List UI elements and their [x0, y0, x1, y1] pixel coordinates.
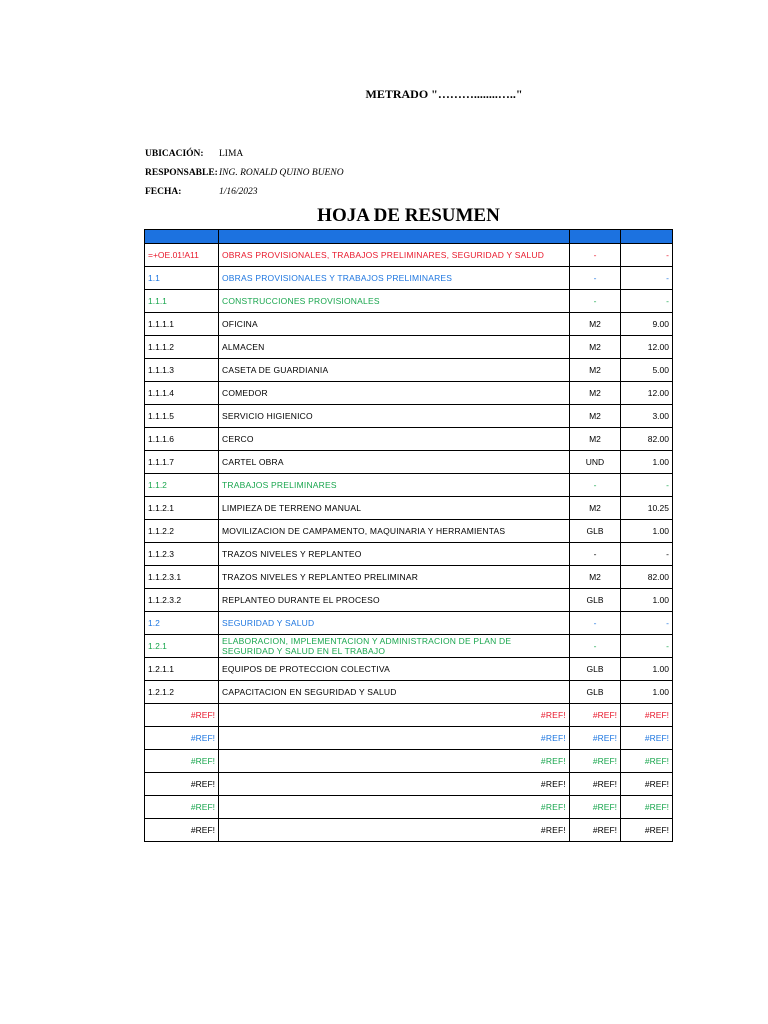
item-quantity-cell: 1.00 [621, 451, 673, 474]
ref-error-row [145, 704, 673, 727]
item-code-cell: #REF! [145, 750, 219, 773]
ref-error-row [145, 819, 673, 842]
item-description-cell: ALMACEN [219, 336, 570, 359]
table-row [145, 382, 673, 405]
table-row [145, 451, 673, 474]
fecha-label: FECHA: [145, 187, 182, 197]
item-unit-cell: M2 [570, 382, 621, 405]
item-quantity-cell: #REF! [621, 727, 673, 750]
item-description-cell: CARTEL OBRA [219, 451, 570, 474]
item-unit-cell: GLB [570, 681, 621, 704]
summary-table [144, 229, 673, 842]
item-unit-cell: #REF! [570, 773, 621, 796]
item-quantity-cell: - [621, 244, 673, 267]
item-description-cell: #REF! [219, 750, 570, 773]
item-code-cell: #REF! [145, 727, 219, 750]
ref-error-row [145, 773, 673, 796]
summary-table-body [145, 230, 673, 842]
item-unit-cell: M2 [570, 497, 621, 520]
item-code-cell: 1.1.2.1 [145, 497, 219, 520]
item-description-cell: CASETA DE GUARDIANIA [219, 359, 570, 382]
item-description-cell: #REF! [219, 704, 570, 727]
item-code-cell: 1.1.2 [145, 474, 219, 497]
item-quantity-cell: - [621, 267, 673, 290]
table-header-bar [145, 230, 673, 244]
item-unit-cell: #REF! [570, 819, 621, 842]
item-description-cell: #REF! [219, 819, 570, 842]
item-quantity-cell: 1.00 [621, 681, 673, 704]
item-unit-cell: M2 [570, 566, 621, 589]
item-unit-cell: #REF! [570, 704, 621, 727]
table-row [145, 290, 673, 313]
item-description-cell: OBRAS PROVISIONALES, TRABAJOS PRELIMINARES, SEGURIDAD Y SALUD [219, 244, 570, 267]
header-cell [621, 230, 673, 244]
page-title: HOJA DE RESUMEN [317, 205, 500, 226]
item-code-cell: 1.1.1.2 [145, 336, 219, 359]
item-description-cell: SERVICIO HIGIENICO [219, 405, 570, 428]
item-quantity-cell: 1.00 [621, 658, 673, 681]
item-description-cell: #REF! [219, 773, 570, 796]
item-code-cell: =+OE.01!A11 [145, 244, 219, 267]
ubicacion-value: LIMA [219, 149, 244, 159]
table-row [145, 520, 673, 543]
item-quantity-cell: #REF! [621, 773, 673, 796]
item-code-cell: 1.2.1.2 [145, 681, 219, 704]
item-unit-cell: GLB [570, 589, 621, 612]
item-code-cell: 1.1.1 [145, 290, 219, 313]
item-unit-cell: #REF! [570, 727, 621, 750]
header-cell [219, 230, 570, 244]
item-code-cell: #REF! [145, 773, 219, 796]
metrado-heading: METRADO "………........….." [365, 87, 523, 101]
item-quantity-cell: 3.00 [621, 405, 673, 428]
item-description-cell: TRABAJOS PRELIMINARES [219, 474, 570, 497]
ubicacion-label: UBICACIÓN: [145, 149, 204, 159]
item-code-cell: 1.1.2.3.2 [145, 589, 219, 612]
table-row [145, 474, 673, 497]
item-quantity-cell: - [621, 612, 673, 635]
table-row [145, 497, 673, 520]
item-unit-cell: UND [570, 451, 621, 474]
table-row [145, 612, 673, 635]
item-unit-cell: - [570, 635, 621, 658]
responsable-label: RESPONSABLE: [145, 168, 218, 178]
item-code-cell: 1.1.2.3 [145, 543, 219, 566]
ref-error-row [145, 796, 673, 819]
header-cell [145, 230, 219, 244]
item-unit-cell: M2 [570, 405, 621, 428]
responsable-value: ING. RONALD QUINO BUENO [219, 168, 344, 178]
item-description-cell: TRAZOS NIVELES Y REPLANTEO PRELIMINAR [219, 566, 570, 589]
item-description-cell: REPLANTEO DURANTE EL PROCESO [219, 589, 570, 612]
table-row [145, 428, 673, 451]
item-quantity-cell: 1.00 [621, 520, 673, 543]
item-quantity-cell: #REF! [621, 704, 673, 727]
header-cell [570, 230, 621, 244]
item-description-cell: TRAZOS NIVELES Y REPLANTEO [219, 543, 570, 566]
item-code-cell: #REF! [145, 819, 219, 842]
item-code-cell: 1.2.1 [145, 635, 219, 658]
ref-error-row [145, 750, 673, 773]
item-unit-cell: M2 [570, 359, 621, 382]
fecha-value: 1/16/2023 [219, 187, 258, 197]
item-quantity-cell: 1.00 [621, 589, 673, 612]
item-quantity-cell: - [621, 635, 673, 658]
item-quantity-cell: - [621, 543, 673, 566]
item-quantity-cell: 12.00 [621, 382, 673, 405]
item-description-cell: EQUIPOS DE PROTECCION COLECTIVA [219, 658, 570, 681]
item-unit-cell: M2 [570, 428, 621, 451]
item-code-cell: 1.1.1.5 [145, 405, 219, 428]
item-code-cell: 1.2.1.1 [145, 658, 219, 681]
item-unit-cell: #REF! [570, 796, 621, 819]
item-code-cell: 1.1.1.7 [145, 451, 219, 474]
table-row [145, 566, 673, 589]
item-unit-cell: GLB [570, 520, 621, 543]
table-row [145, 405, 673, 428]
item-code-cell: 1.1.2.3.1 [145, 566, 219, 589]
item-quantity-cell: 12.00 [621, 336, 673, 359]
item-description-cell: ELABORACION, IMPLEMENTACION Y ADMINISTRACION DE PLAN DE SEGURIDAD Y SALUD EN EL TRABAJO [219, 635, 570, 658]
item-description-cell: SEGURIDAD Y SALUD [219, 612, 570, 635]
item-description-cell: MOVILIZACION DE CAMPAMENTO, MAQUINARIA Y HERRAMIENTAS [219, 520, 570, 543]
item-code-cell: 1.2 [145, 612, 219, 635]
item-code-cell: 1.1.2.2 [145, 520, 219, 543]
item-quantity-cell: #REF! [621, 796, 673, 819]
item-code-cell: 1.1.1.4 [145, 382, 219, 405]
item-unit-cell: - [570, 474, 621, 497]
item-quantity-cell: #REF! [621, 819, 673, 842]
item-quantity-cell: 82.00 [621, 566, 673, 589]
item-quantity-cell: 10.25 [621, 497, 673, 520]
table-row [145, 336, 673, 359]
item-description-cell: #REF! [219, 796, 570, 819]
item-quantity-cell: 9.00 [621, 313, 673, 336]
item-unit-cell: - [570, 612, 621, 635]
item-unit-cell: - [570, 244, 621, 267]
item-unit-cell: M2 [570, 336, 621, 359]
item-unit-cell: - [570, 290, 621, 313]
ref-error-row [145, 727, 673, 750]
item-description-cell: LIMPIEZA DE TERRENO MANUAL [219, 497, 570, 520]
table-row [145, 635, 673, 658]
table-row [145, 543, 673, 566]
item-description-cell: CERCO [219, 428, 570, 451]
table-row [145, 658, 673, 681]
item-code-cell: 1.1.1.6 [145, 428, 219, 451]
item-description-cell: OBRAS PROVISIONALES Y TRABAJOS PRELIMINARES [219, 267, 570, 290]
item-code-cell: #REF! [145, 796, 219, 819]
item-description-cell: CAPACITACION EN SEGURIDAD Y SALUD [219, 681, 570, 704]
item-unit-cell: - [570, 543, 621, 566]
item-code-cell: 1.1.1.1 [145, 313, 219, 336]
item-code-cell: 1.1.1.3 [145, 359, 219, 382]
table-row [145, 244, 673, 267]
item-code-cell: 1.1 [145, 267, 219, 290]
item-quantity-cell: - [621, 290, 673, 313]
item-quantity-cell: 5.00 [621, 359, 673, 382]
item-description-cell: OFICINA [219, 313, 570, 336]
item-description-cell: CONSTRUCCIONES PROVISIONALES [219, 290, 570, 313]
item-description-cell: COMEDOR [219, 382, 570, 405]
item-unit-cell: M2 [570, 313, 621, 336]
item-description-cell: #REF! [219, 727, 570, 750]
item-unit-cell: #REF! [570, 750, 621, 773]
item-unit-cell: GLB [570, 658, 621, 681]
table-row [145, 359, 673, 382]
table-row [145, 681, 673, 704]
item-quantity-cell: - [621, 474, 673, 497]
table-row [145, 313, 673, 336]
item-quantity-cell: #REF! [621, 750, 673, 773]
table-row [145, 267, 673, 290]
item-quantity-cell: 82.00 [621, 428, 673, 451]
table-row [145, 589, 673, 612]
item-unit-cell: - [570, 267, 621, 290]
item-code-cell: #REF! [145, 704, 219, 727]
